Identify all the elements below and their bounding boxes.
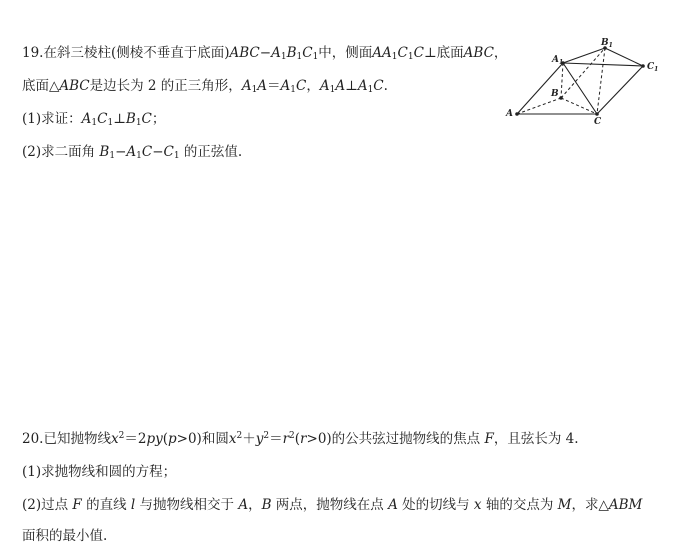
vertex-C1 (641, 64, 645, 68)
vertex-B (559, 96, 563, 100)
q20-part-2: (2)过点 F 的直线 l 与抛物线相交于 A，B 两点，抛物线在点 A 处的切线与 x 轴的交点为 M，求△ABM (22, 497, 643, 513)
edge-B1C (597, 48, 605, 114)
q20-part-2-cont: 面积的最小值. (22, 528, 108, 544)
label-B: B (551, 89, 559, 99)
q19-line-1: 19.在斜三棱柱(侧棱不垂直于底面)$ABC-A_1B_1C_1$中，侧面$AA_1C_1C\perp$底面ABC， (22, 45, 508, 62)
q19-part-1: (1)求证：$A_1C_1\perp B_1C$； (22, 111, 166, 128)
edge-CC1 (597, 66, 643, 114)
label-A1: $A_1$ (552, 55, 564, 66)
label-C: C (594, 117, 602, 126)
edge-B1C1 (605, 48, 643, 66)
label-B1: $B_1$ (601, 38, 613, 49)
label-A: A (506, 109, 513, 119)
prism-figure (505, 36, 667, 126)
q19-line-2: 底面△ABC是边长为 2 的正三角形，$A_1A=A_1C$，$A_1A\perp A_1C$. (22, 78, 388, 95)
prism-edges-solid (517, 48, 643, 114)
vertex-A (515, 112, 519, 116)
label-C1: $C_1$ (647, 62, 659, 73)
q19-part-2: (2)求二面角 $B_1-A_1C-C_1$ 的正弦值. (22, 144, 243, 161)
prism-edges-hidden (517, 48, 605, 114)
q20-part-1: (1)求抛物线和圆的方程； (22, 464, 177, 480)
vertex-C (595, 112, 599, 116)
edge-A1C (563, 63, 597, 114)
q20-line-1: 20.已知抛物线$x^2=2py(p>0)$和圆$x^2+y^2=r^2(r>0)$的公共弦过抛物线的焦点 F，且弦长为 4. (22, 431, 579, 447)
edge-A1B (561, 63, 563, 98)
